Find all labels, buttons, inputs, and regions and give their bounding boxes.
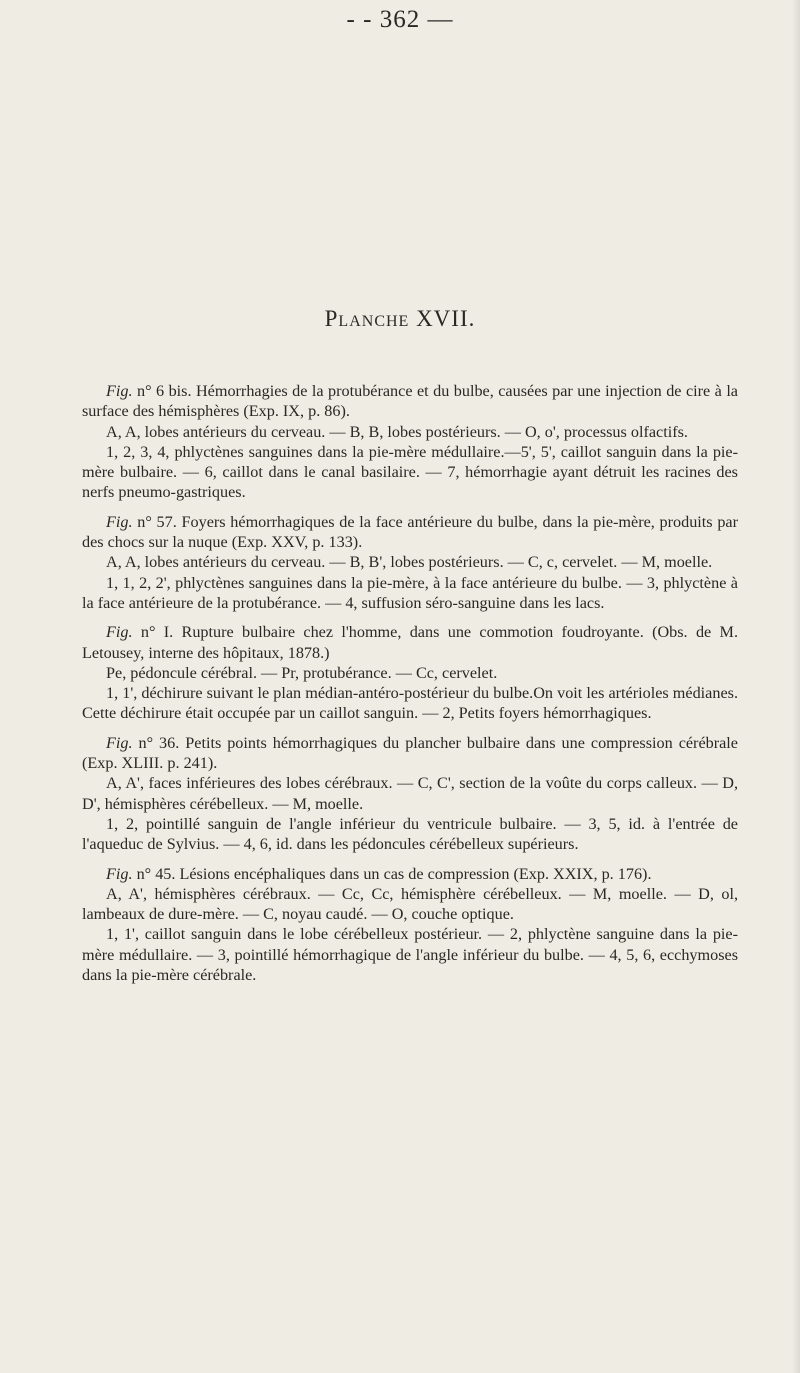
figure-legends [82,381,738,994]
figure-heading [82,512,738,553]
legend-paragraph: 1, 1', déchirure suivant le plan médian-antéro-postérieur du bulbe.On voit les artérioles médianes. Cette déchirure était occupée par un caillot sanguin. — 2, Petits foyers hémorrhagiques. [82,684,738,723]
figure-heading [82,622,738,663]
figure-label: Fig. [106,623,133,642]
legend-paragraph: 1, 1', caillot sanguin dans le lobe cérébelleux postérieur. — 2, phlyctène sanguine dans la pie-mère médullaire. — 3, pointillé hémorrhagique de l'angle inférieur du bulbe. — 4, 5, 6, ecchymoses dans la pie-mère cérébrale. [82,925,738,985]
figure-label: Fig. [106,733,133,752]
figure-legend-I [82,622,738,723]
figure-legend-6bis [82,381,738,503]
figure-heading-text: n° 57. Foyers hémorrhagiques de la face antérieure du bulbe, dans la pie-mère, produits par des chocs sur la nuque (Exp. XXV, p. 133). [82,512,738,552]
legend-paragraph: 1, 1, 2, 2', phlyctènes sanguines dans la pie-mère, à la face antérieure du bulbe. — 3, phlyctène à la face antérieure de la protubérance. — 4, suffusion séro-sanguine dans les lacs. [82,573,738,612]
legend-paragraph: Pe, pédoncule cérébral. — Pr, protubérance. — Cc, cervelet. [106,663,498,682]
legend-paragraph: A, A', hémisphères cérébraux. — Cc, Cc, hémisphère cérébelleux. — M, moelle. — D, ol, lambeaux de dure-mère. — C, noyau caudé. — O, couche optique. [82,884,738,924]
figure-heading-text: n° 45. Lésions encéphaliques dans un cas de compression (Exp. XXIX, p. 176). [132,864,652,883]
plate-title: Planche XVII. [324,306,476,331]
page-edge-shadow [792,0,800,1373]
legend-paragraph: 1, 2, pointillé sanguin de l'angle inférieur du ventricule bulbaire. — 3, 5, id. à l'entrée de l'aqueduc de Sylvius. — 4, 6, id. dans les pédoncules cérébelleux supérieurs. [82,814,738,854]
figure-heading [82,864,738,884]
legend-paragraph: 1, 2, 3, 4, phlyctènes sanguines dans la pie-mère médullaire.—5', 5', caillot sanguin dans la pie-mère bulbaire. — 6, caillot dans le canal basilaire. — 7, hémorrhagie ayant détruit les racines des nerfs pneumo-gastriques. [82,442,738,502]
legend-paragraph: A, A', faces inférieures des lobes cérébraux. — C, C', section de la voûte du corps calleux. — D, D', hémisphères cérébelleux. — M, moelle. [82,774,738,813]
page-number: - - 362 — [346,6,454,33]
figure-heading [82,381,738,422]
figure-legend-45 [82,864,738,986]
legend-paragraph: A, A, lobes antérieurs du cerveau. — B, B', lobes postérieurs. — C, c, cervelet. — M, moelle. [106,553,713,572]
legend-paragraph: A, A, lobes antérieurs du cerveau. — B, B, lobes postérieurs. — O, o', processus olfactifs. [106,422,688,441]
figure-label: Fig. [106,382,133,400]
figure-label: Fig. [106,512,133,531]
figure-heading-text: n° 6 bis. Hémorrhagies de la protubérance et du bulbe, causées par une injection de cire à la surface des hémisphères (Exp. IX, p. 86). [82,382,738,421]
figure-heading-text: n° 36. Petits points hémorrhagiques du plancher bulbaire dans une compression cérébrale (Exp. XLIII. p. 241). [82,733,738,773]
figure-heading-text: n° I. Rupture bulbaire chez l'homme, dans une commotion foudroyante. (Obs. de M. Letousey, interne des hôpitaux, 1878.) [82,623,738,662]
figure-label: Fig. [106,864,133,883]
figure-legend-57 [82,512,738,613]
figure-heading [82,733,738,774]
figure-legend-36 [82,733,738,855]
